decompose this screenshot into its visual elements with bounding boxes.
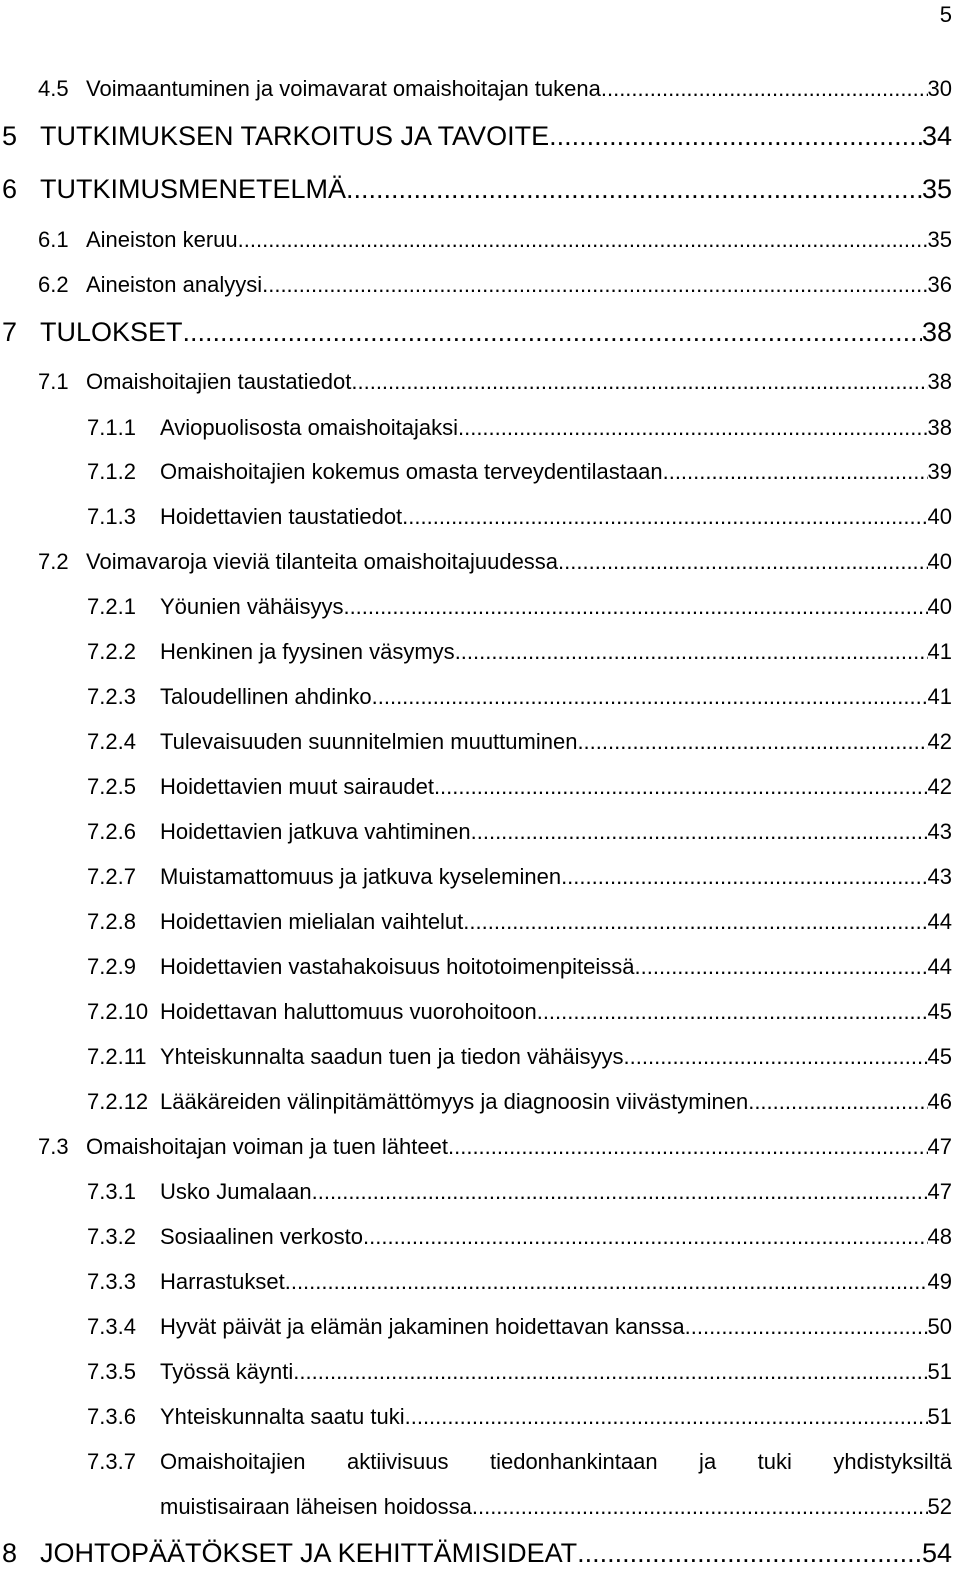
toc-dot-leader [663,458,928,486]
toc-line [38,271,952,299]
toc-number: 7.3.5 [87,1359,136,1384]
toc-line [0,173,952,205]
toc-dot-leader [293,1358,927,1386]
toc-title[interactable]: Sosiaalinen verkosto [160,1224,364,1249]
toc-dot-leader [577,728,927,756]
toc-dot-leader [346,173,922,205]
toc-line [38,548,952,576]
toc-title[interactable]: TUTKIMUKSEN TARKOITUS JA TAVOITE [40,121,550,151]
toc-line [87,1268,952,1296]
toc-page-number[interactable]: 43 [927,864,952,889]
toc-page-number[interactable]: 35 [921,174,952,204]
toc-page-number[interactable]: 40 [927,594,952,619]
toc-title[interactable]: Työssä käynti [160,1359,294,1384]
toc-title[interactable]: Henkinen ja fyysinen väsymys [160,639,455,664]
toc-line [87,1403,952,1431]
toc-dot-leader [635,953,928,981]
toc-line [0,316,952,348]
toc-number: 7.2.4 [87,729,136,754]
toc-title[interactable]: Omaishoitajien taustatiedot [86,369,352,394]
toc-title[interactable]: Aineiston keruu [86,227,238,252]
toc-dot-leader [455,638,928,666]
toc-line [87,1358,952,1386]
toc-line [87,773,952,801]
toc-page-number[interactable]: 43 [927,819,952,844]
toc-number: 5 [2,121,18,151]
toc-dot-leader [238,226,928,254]
toc-title[interactable]: Hoidettavien muut sairaudet [160,774,434,799]
toc-line [87,1088,952,1116]
toc-number: 7.2.3 [87,684,136,709]
toc-number: 7.2.1 [87,594,136,619]
toc-page-number[interactable]: 34 [921,121,952,151]
toc-line [38,368,952,396]
toc-title[interactable]: Yhteiskunnalta saadun tuen ja tiedon vähäisyys [160,1044,624,1069]
toc-dot-leader [472,1493,928,1521]
toc-number: 4.5 [38,76,69,101]
toc-line-continuation [87,1493,952,1521]
toc-line [87,458,952,486]
toc-title[interactable]: Yhteiskunnalta saatu tuki [160,1404,405,1429]
toc-line [87,908,952,936]
toc-dot-leader [561,863,927,891]
toc-page-number[interactable]: 42 [927,774,952,799]
toc-page-number[interactable]: 44 [927,954,952,979]
toc-dot-leader [624,1043,928,1071]
toc-line [38,1133,952,1161]
toc-title[interactable]: Aviopuolisosta omaishoitajaksi [160,415,458,440]
toc-line [38,75,952,103]
toc-number: 7.3.7 [87,1449,136,1474]
toc-number: 7.2.7 [87,864,136,889]
toc-line [0,1537,952,1569]
toc-number: 6 [2,174,18,204]
toc-number: 6.2 [38,272,69,297]
toc-line [87,593,952,621]
toc-dot-leader [463,908,927,936]
toc-page-number[interactable]: 42 [927,729,952,754]
toc-title[interactable]: Harrastukset [160,1269,285,1294]
toc-line [38,226,952,254]
toc-line [87,863,952,891]
page-number: 5 [939,2,952,27]
toc-dot-leader [351,368,927,396]
toc-dot-leader [285,1268,928,1296]
toc-title[interactable]: TUTKIMUSMENETELMÄ [40,174,347,204]
toc-title[interactable]: Lääkäreiden välinpitämättömyys ja diagnoosin viivästyminen [160,1089,749,1114]
toc-page-number[interactable]: 49 [927,1269,952,1294]
toc-line [87,1178,952,1206]
toc-number: 7.3.4 [87,1314,136,1339]
toc-title[interactable]: Hoidettavien mielialan vaihtelut [160,909,464,934]
toc-page-number[interactable]: 45 [927,1044,952,1069]
toc-number: 7.3.2 [87,1224,136,1249]
toc-line [87,1043,952,1071]
toc-dot-leader [262,271,927,299]
toc-dot-leader [312,1178,928,1206]
toc-page-number[interactable]: 41 [927,639,952,664]
toc-page-number[interactable]: 38 [927,415,952,440]
toc-line [87,1313,952,1341]
toc-line [87,638,952,666]
toc-line [87,1223,952,1251]
toc-page-number[interactable]: 51 [927,1404,952,1429]
toc-page-number[interactable]: 50 [927,1314,952,1339]
toc-number: 8 [2,1538,18,1568]
toc-dot-leader [558,548,927,576]
toc-number: 7.2.6 [87,819,136,844]
toc-dot-leader [471,818,928,846]
toc-line [87,503,952,531]
toc-number: 7 [2,317,18,347]
toc-line [87,1448,952,1476]
toc-line [87,953,952,981]
toc-title[interactable]: Hoidettavien vastahakoisuus hoitotoimenpiteissä [160,954,635,979]
toc-title[interactable]: Hoidettavan haluttomuus vuorohoitoon [160,999,537,1024]
toc-title[interactable]: TULOKSET [40,317,183,347]
toc-page-number[interactable]: 41 [927,684,952,709]
toc-title[interactable]: Taloudellinen ahdinko [160,684,372,709]
toc-dot-leader [448,1133,928,1161]
toc-dot-leader [402,503,927,531]
toc-number: 7.2.9 [87,954,136,979]
toc-dot-leader [748,1088,927,1116]
toc-line [87,414,952,442]
toc-dot-leader [577,1537,922,1569]
toc-title[interactable]: Tulevaisuuden suunnitelmien muuttuminen [160,729,578,754]
toc-line [87,728,952,756]
toc-page-number[interactable]: 38 [927,369,952,394]
toc-number: 7.3.6 [87,1404,136,1429]
toc-line [87,998,952,1026]
toc-page-number[interactable]: 46 [927,1089,952,1114]
toc-title[interactable]: muistisairaan läheisen hoidossa [160,1494,472,1519]
toc-number: 7.3.3 [87,1269,136,1294]
toc-number: 7.2.5 [87,774,136,799]
toc-line [87,683,952,711]
toc-title[interactable]: Omaishoitajien aktiivisuus tiedonhankintaan ja tuki yhdistyksiltä [160,1449,952,1474]
toc-number: 7.2.8 [87,909,136,934]
toc-number: 6.1 [38,227,69,252]
toc-page-number[interactable]: 51 [927,1359,952,1384]
toc-title[interactable]: Omaishoitajien kokemus omasta terveydentilastaan [160,459,663,484]
toc-page-number[interactable]: 40 [927,504,952,529]
toc-dot-leader [537,998,928,1026]
toc-number: 7.3.1 [87,1179,136,1204]
toc-title[interactable]: Muistamattomuus ja jatkuva kyseleminen [160,864,562,889]
toc-page-number[interactable]: 54 [921,1538,952,1568]
toc-page-number[interactable]: 30 [927,76,952,101]
toc-dot-leader [458,414,928,442]
toc-dot-leader [343,593,927,621]
toc-page-number[interactable]: 36 [927,272,952,297]
toc-dot-leader [363,1223,928,1251]
toc-title[interactable]: JOHTOPÄÄTÖKSET JA KEHITTÄMISIDEAT [40,1538,578,1568]
toc-dot-leader [405,1403,928,1431]
toc-dot-leader [183,316,922,348]
toc-page-number[interactable]: 39 [927,459,952,484]
toc-number: 7.2.10 [87,999,149,1024]
toc-title[interactable]: Hyvät päivät ja elämän jakaminen hoidettavan kanssa [160,1314,685,1339]
toc-title[interactable]: Voimavaroja vieviä tilanteita omaishoitajuudessa [86,549,559,574]
toc-dot-leader [549,120,922,152]
toc-number: 7.2.2 [87,639,136,664]
toc-page-number[interactable]: 40 [927,549,952,574]
toc-number: 7.2 [38,549,69,574]
toc-number: 7.1.1 [87,415,136,440]
toc-number: 7.2.12 [87,1089,149,1114]
toc-title[interactable]: Aineiston analyysi [86,272,263,297]
toc-page-number[interactable]: 38 [921,317,952,347]
toc-page-number[interactable]: 44 [927,909,952,934]
toc-dot-leader [372,683,928,711]
toc-title[interactable]: Yöunien vähäisyys [160,594,344,619]
toc-page-number[interactable]: 47 [927,1179,952,1204]
toc-dot-leader [434,773,928,801]
toc-page-number[interactable]: 47 [927,1134,952,1159]
toc-page-number[interactable]: 48 [927,1224,952,1249]
toc-title[interactable]: Hoidettavien jatkuva vahtiminen [160,819,471,844]
toc-page-number[interactable]: 45 [927,999,952,1024]
toc-dot-leader [685,1313,928,1341]
toc-number: 7.1.3 [87,504,136,529]
toc-title[interactable]: Omaishoitajan voiman ja tuen lähteet [86,1134,448,1159]
toc-dot-leader [601,75,928,103]
toc-page-number[interactable]: 35 [927,227,952,252]
toc-line [0,120,952,152]
toc-title[interactable]: Usko Jumalaan [160,1179,312,1204]
toc-number: 7.1.2 [87,459,136,484]
toc-number: 7.1 [38,369,69,394]
toc-number: 7.3 [38,1134,69,1159]
toc-title[interactable]: Hoidettavien taustatiedot [160,504,403,529]
toc-title[interactable]: Voimaantuminen ja voimavarat omaishoitajan tukena [86,76,601,101]
toc-page-number[interactable]: 52 [927,1494,952,1519]
toc-number: 7.2.11 [87,1044,147,1069]
toc-line [87,818,952,846]
